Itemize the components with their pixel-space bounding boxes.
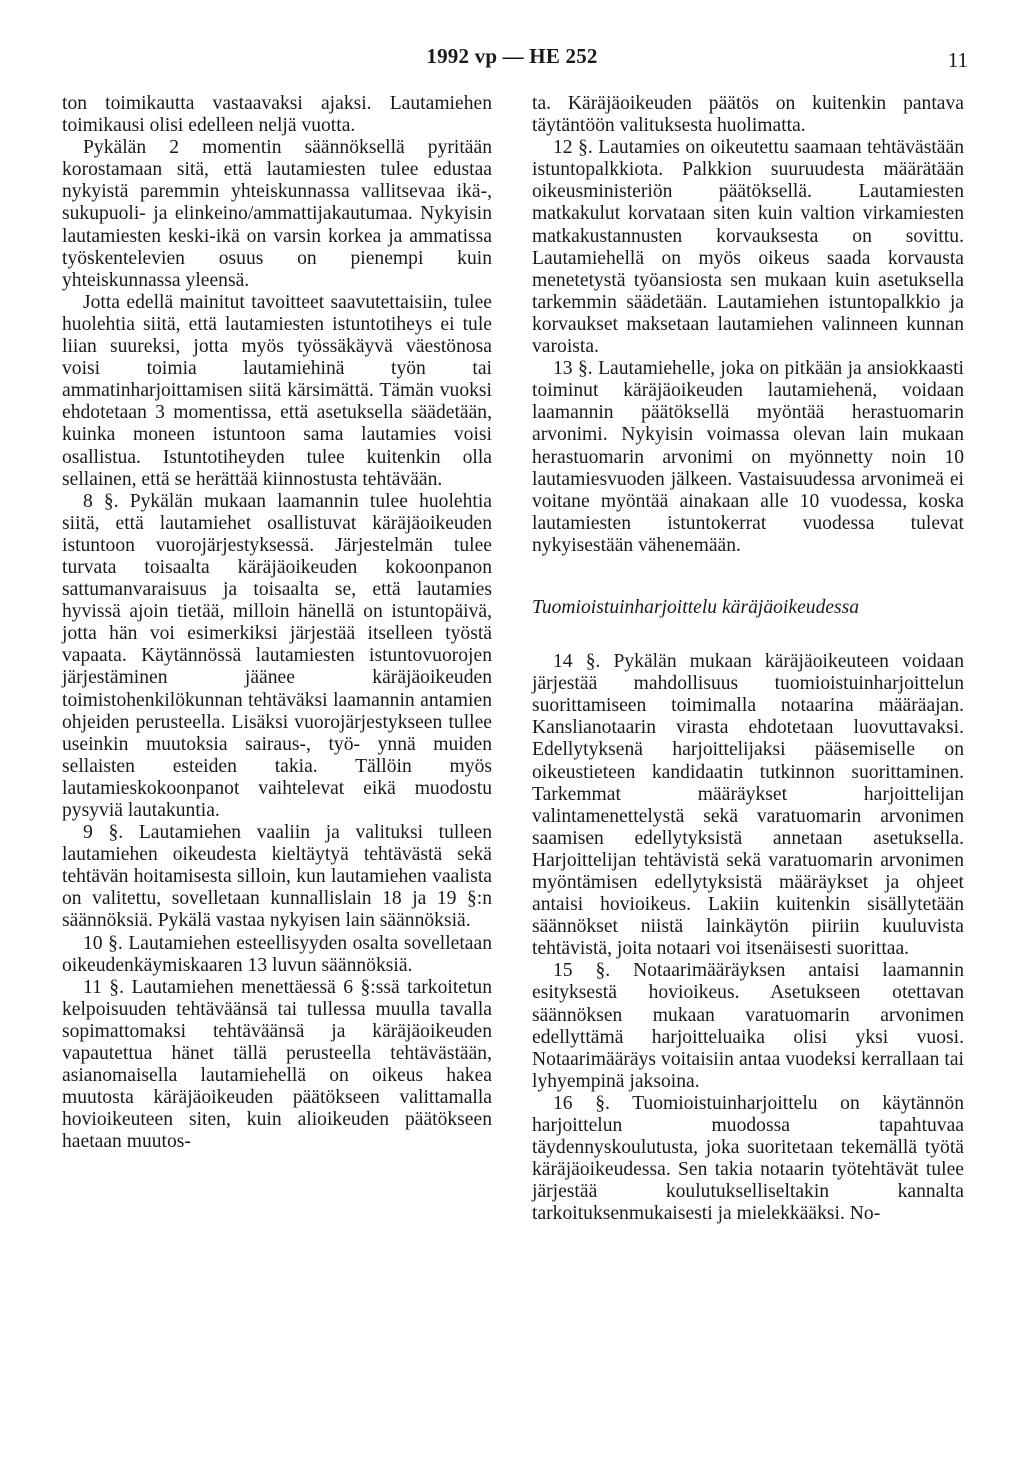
paragraph: ton toimikautta vastaavaksi ajaksi. Lautamiehen toimikausi olisi edelleen neljä vuotta. xyxy=(62,93,492,137)
paragraph: Pykälän 2 momentin säännöksellä pyritään korostamaan sitä, että lautamiesten tulee edustaa nykyistä paremmin yhteiskunnassa vallitsevaa ikä-, sukupuoli- ja elinkeino/ammattijakautumaa. Nykyisin lautamiesten keski-ikä on varsin korkea ja ammatissa työskentelevien osuus on pienempi kuin yhteiskunnassa yleensä. xyxy=(62,137,492,291)
paragraph-section-11: 11 §. Lautamiehen menettäessä 6 §:ssä tarkoitetun kelpoisuuden tehtäväänsä tai tullessa muulla tavalla sopimattomaksi tehtäväänsä ja käräjäoikeuden vapautettua hänet tällä perusteella tehtävästään, asianomaisella lautamiehellä on oikeus hakea muutosta käräjäoikeuden päätökseen valittamalla hovioikeuteen siten, kuin alioikeuden päätökseen haetaan muutos- xyxy=(62,976,492,1153)
paragraph-section-8: 8 §. Pykälän mukaan laamannin tulee huolehtia siitä, että lautamiehet osallistuvat käräjäoikeuden istuntoon vuorojärjestyksessä. Järjestelmän tulee turvata toisaalta käräjäoikeuden kokoonpanon sattumanvaraisuus ja toisaalta se, että lautamies hyvissä ajoin tietää, milloin hänellä on istuntopäivä, jotta hän voi esimerkiksi järjestää itselleen työstä vapaata. Käytännössä lautamiesten istuntovuorojen järjestäminen jäänee käräjäoikeuden toimistohenkilökunnan tehtäväksi laamannin antamien ohjeiden perusteella. Lisäksi vuorojärjestykseen tullee useinkin muutoksia sairaus-, työ- ynnä muiden sellaisten esteiden takia. Tällöin myös lautamieskokoonpanot vaihtelevat eikä muodostu pysyviä lautakuntia. xyxy=(62,490,492,821)
paragraph-section-9: 9 §. Lautamiehen vaaliin ja valituksi tulleen lautamiehen oikeudesta kieltäytyä tehtävästä sekä tehtävän hoitamisesta silloin, kun lautamiehen vaalista on valitettu, sovelletaan kunnallislain 18 ja 19 §:n säännöksiä. Pykälä vastaa nykyisen lain säännöksiä. xyxy=(62,822,492,932)
paragraph-section-15: 15 §. Notaarimääräyksen antaisi laamannin esityksestä hovioikeus. Asetukseen otettavan säännöksen mukaan varatuomarin arvonimen edellyttämä harjoitteluaika olisi yksi vuosi. Notaarimääräys voitaisiin antaa vuodeksi kerrallaan tai lyhyempinä jaksoina. xyxy=(532,960,964,1092)
page-number: 11 xyxy=(947,48,968,72)
page-header xyxy=(0,44,1024,74)
paragraph-section-10: 10 §. Lautamiehen esteellisyyden osalta sovelletaan oikeudenkäymiskaaren 13 luvun säännöksiä. xyxy=(62,932,492,976)
section-heading: Tuomioistuinharjoittelu käräjäoikeudessa xyxy=(532,596,860,618)
document-title: 1992 vp — HE 252 xyxy=(426,44,598,68)
paragraph-section-13: 13 §. Lautamiehelle, joka on pitkään ja ansiokkaasti toiminut käräjäoikeuden lautamiehenä, voidaan laamannin päätöksellä myöntää herastuomarin arvonimi. Nykyisin voimassa olevan lain mukaan herastuomarin arvonimi on myönnetty noin 10 lautamiesvuoden jälkeen. Vastaisuudessa arvonimeä ei voitane myöntää ainakaan alle 10 vuodessa, koska lautamiesten istuntokerrat vuodessa tulevat nykyisestään vähenemään. xyxy=(532,358,964,556)
left-column xyxy=(62,93,492,1154)
paragraph: Jotta edellä mainitut tavoitteet saavutettaisiin, tulee huolehtia siitä, että lautamiesten istuntotiheys ei tule liian suureksi, jotta myös työssäkäyvä väestönosa voisi toimia lautamiehinä työn tai ammatinharjoittamisen siitä kärsimättä. Tämän vuoksi ehdotetaan 3 momentissa, että asetuksella säädetään, kuinka moneen istuntoon sama lautamies voisi osallistua. Istuntotiheyden tulee kuitenkin olla sellainen, että se herättää kiinnostusta tehtävään. xyxy=(62,291,492,490)
paragraph-section-16: 16 §. Tuomioistuinharjoittelu on käytännön harjoittelun muodossa tapahtuvaa täydennyskoulutusta, joka suoritetaan tekemällä työtä käräjäoikeudessa. Sen takia notaarin työtehtävät tulee järjestää koulutukselliseltakin kannalta tarkoituksenmukaisesti ja mielekkääksi. No- xyxy=(532,1092,964,1225)
right-column xyxy=(532,93,964,1226)
paragraph-section-12: 12 §. Lautamies on oikeutettu saamaan tehtävästään istuntopalkkiota. Palkkion suuruudesta määrätään oikeusministeriön päätöksellä. Lautamiesten matkakulut korvataan siten kuin valtion virkamiesten matkakustannusten korvauksesta on sovittu. Lautamiehellä on myös oikeus saada korvausta menetetystä työansiosta sen mukaan kuin asetuksella tarkemmin säädetään. Lautamiehen istuntopalkkio ja korvaukset maksetaan lautamiehen valinneen kunnan varoista. xyxy=(532,137,964,358)
paragraph: ta. Käräjäoikeuden päätös on kuitenkin pantava täytäntöön valituksesta huolimatta. xyxy=(532,93,964,137)
paragraph-section-14: 14 §. Pykälän mukaan käräjäoikeuteen voidaan järjestää mahdollisuus tuomioistuinharjoittelun suorittamiseen toimimalla notaarina määräajan. Kanslianotaarin virasta ehdotetaan luovuttavaksi. Edellytyksenä harjoittelijaksi pääsemiselle on oikeustieteen kandidaatin tutkinnon suorittaminen. Tarkemmat määräykset harjoittelijan valintamenettelystä sekä varatuomarin arvonimen saamisen edellytyksistä annetaan asetuksella. Harjoittelijan tehtävistä sekä varatuomarin arvonimen myöntämisen edellytyksistä määräykset ja ohjeet antaisi hovioikeus. Lakiin kuitenkin sisällytetään säännökset niistä lainkäytön piiriin kuuluvista tehtävistä, joita notaari voi itsenäisesti suorittaa. xyxy=(532,651,964,960)
